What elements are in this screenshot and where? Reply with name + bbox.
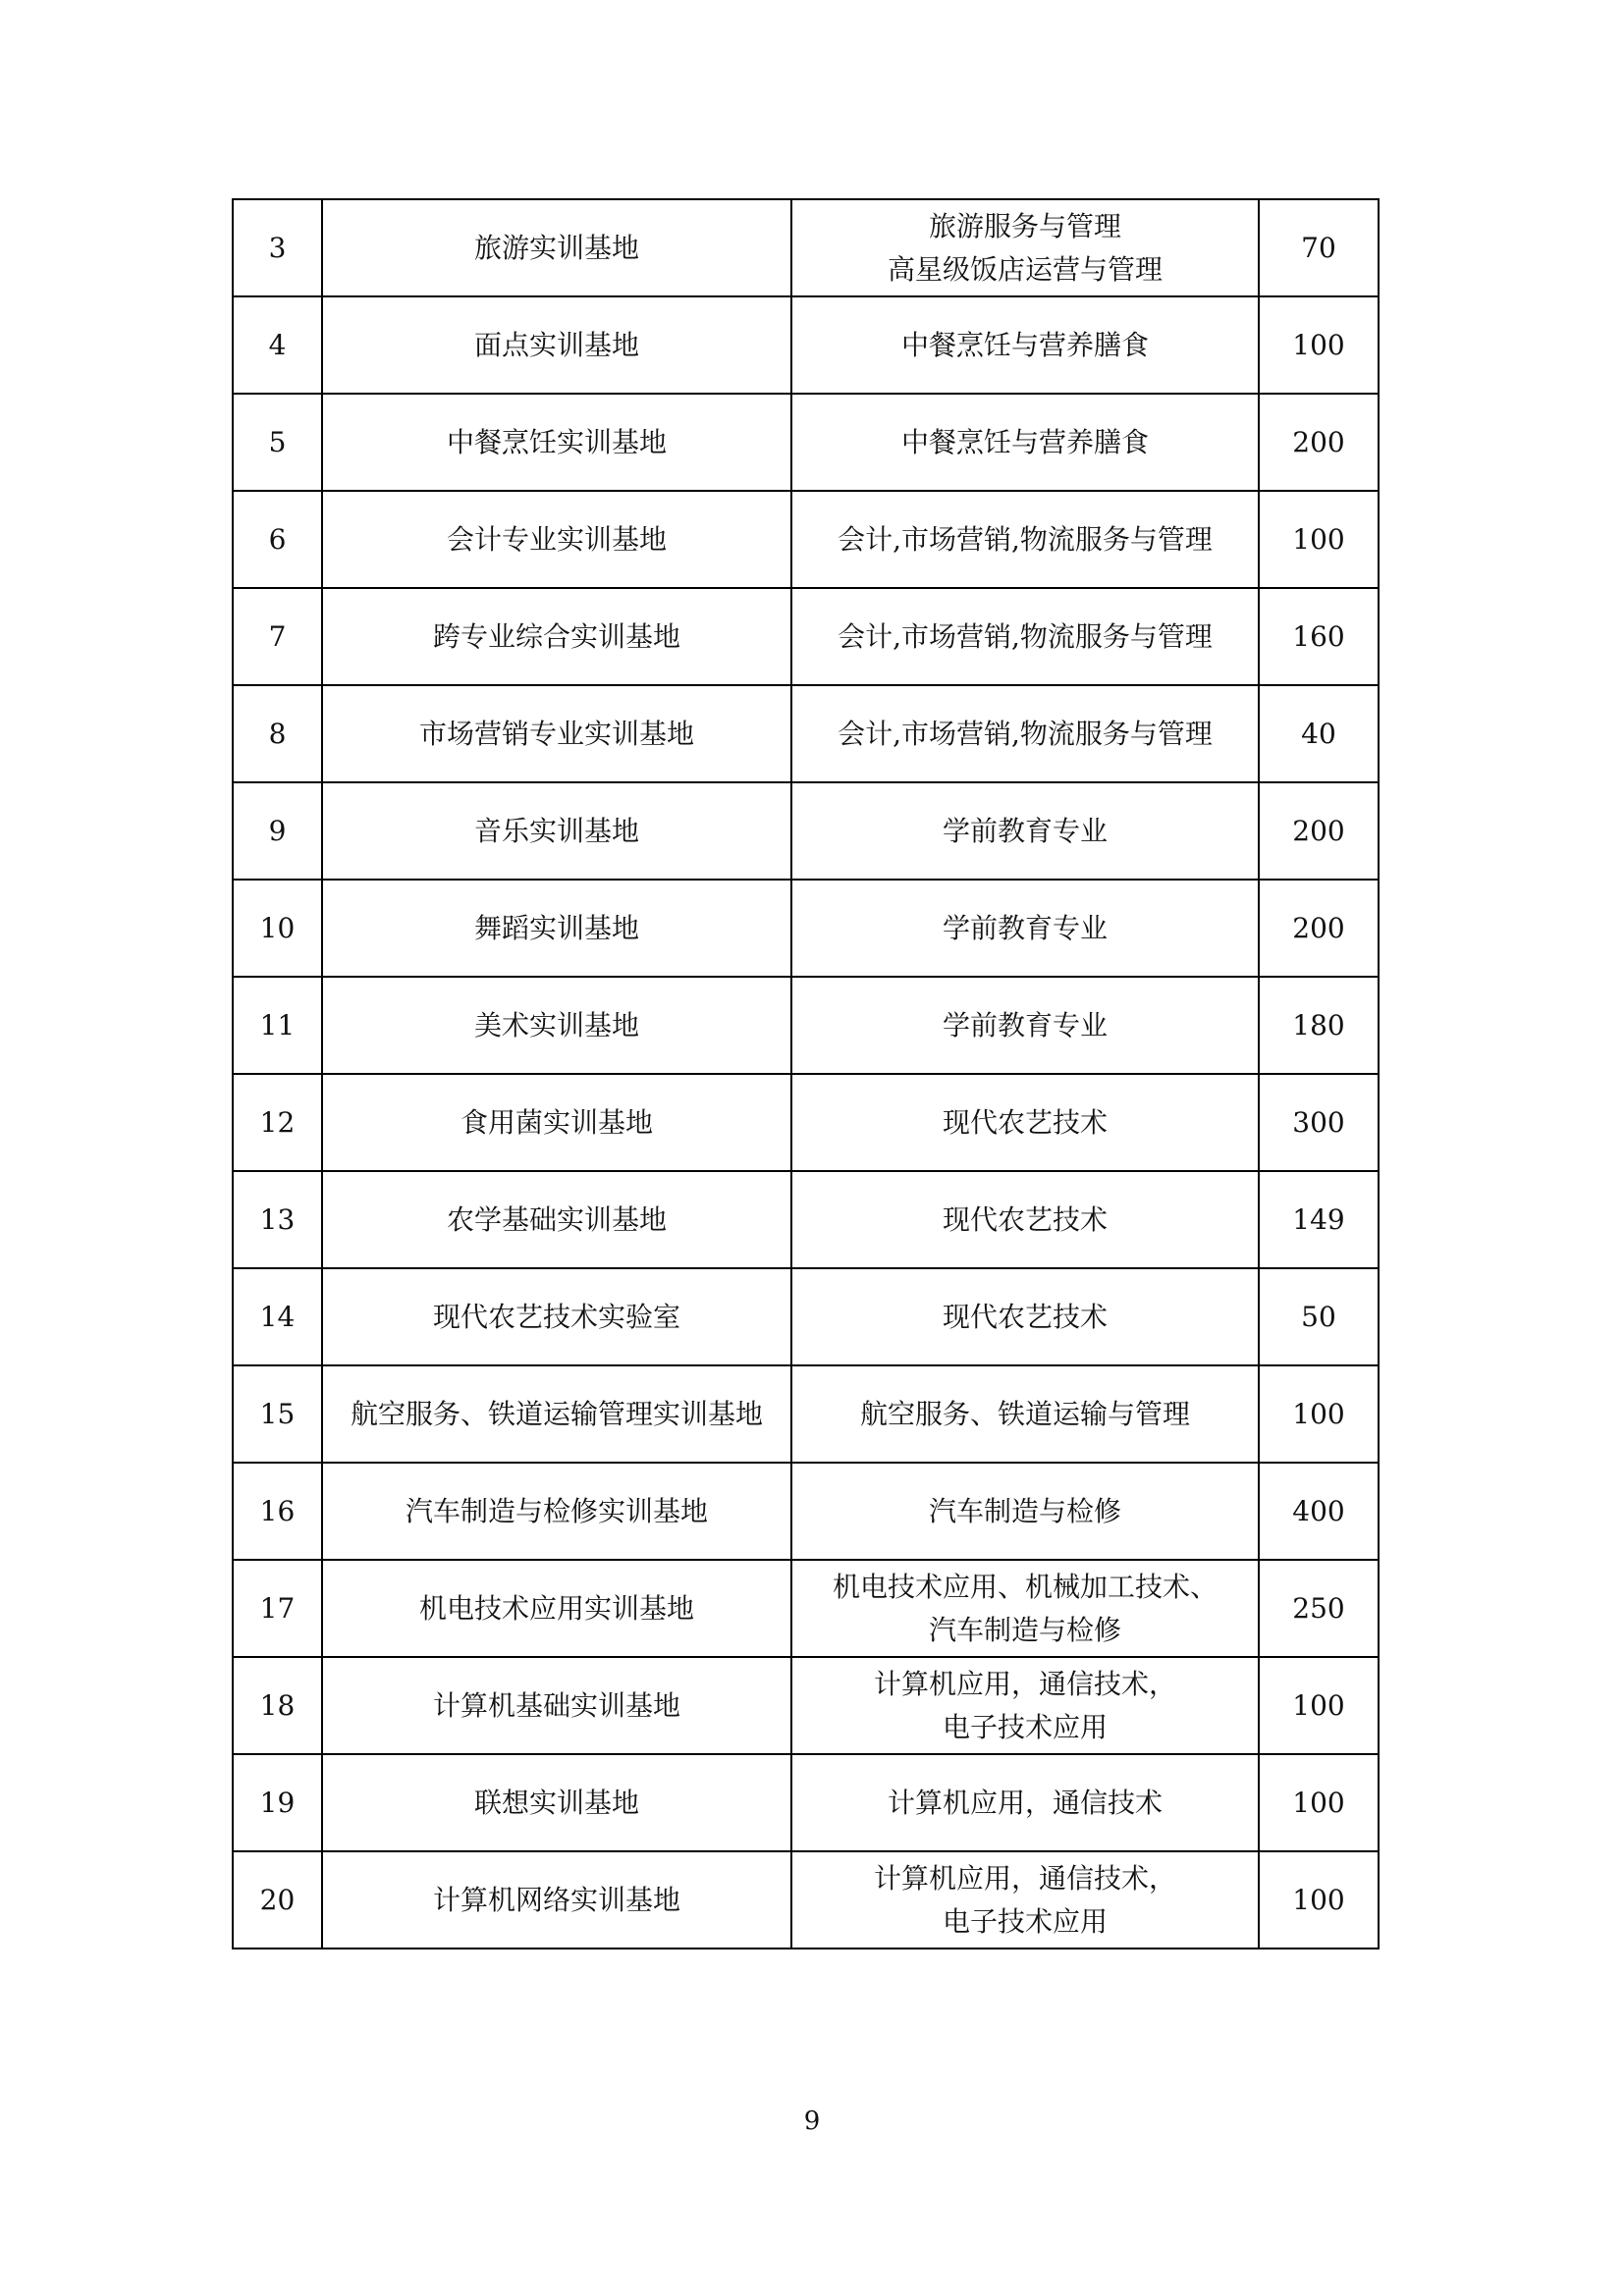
major-cell bbox=[791, 1560, 1259, 1657]
student-count-cell: 100 bbox=[1259, 296, 1379, 394]
major-line: 学前教育专业 bbox=[942, 911, 1108, 944]
student-count-cell: 70 bbox=[1259, 199, 1379, 296]
major-line: 计算机应用，通信技术 bbox=[887, 1786, 1163, 1819]
table-row bbox=[233, 199, 1379, 296]
major-cell bbox=[791, 1657, 1259, 1754]
major-line: 汽车制造与检修 bbox=[928, 1613, 1121, 1646]
major-cell bbox=[791, 685, 1259, 782]
major-line: 学前教育专业 bbox=[942, 814, 1108, 847]
table-row bbox=[233, 685, 1379, 782]
major-cell bbox=[791, 1754, 1259, 1851]
row-number-cell: 15 bbox=[233, 1365, 322, 1463]
student-count-cell: 160 bbox=[1259, 588, 1379, 685]
row-number-cell: 20 bbox=[233, 1851, 322, 1949]
major-line: 计算机应用，通信技术， bbox=[873, 1667, 1176, 1700]
major-line: 学前教育专业 bbox=[942, 1008, 1108, 1041]
row-number-cell: 5 bbox=[233, 394, 322, 491]
major-line: 现代农艺技术 bbox=[942, 1202, 1108, 1236]
major-line: 旅游服务与管理 bbox=[928, 209, 1121, 242]
base-name-cell: 跨专业综合实训基地 bbox=[322, 588, 791, 685]
base-name-cell: 计算机网络实训基地 bbox=[322, 1851, 791, 1949]
student-count-cell: 200 bbox=[1259, 394, 1379, 491]
table-row bbox=[233, 1851, 1379, 1949]
row-number-cell: 7 bbox=[233, 588, 322, 685]
major-cell bbox=[791, 1851, 1259, 1949]
table-row bbox=[233, 977, 1379, 1074]
major-line: 电子技术应用 bbox=[942, 1904, 1108, 1938]
table-row bbox=[233, 1463, 1379, 1560]
table-row bbox=[233, 1074, 1379, 1171]
major-cell bbox=[791, 1171, 1259, 1268]
major-cell bbox=[791, 1463, 1259, 1560]
student-count-cell: 100 bbox=[1259, 1851, 1379, 1949]
table-row bbox=[233, 491, 1379, 588]
row-number-cell: 13 bbox=[233, 1171, 322, 1268]
base-name-cell: 食用菌实训基地 bbox=[322, 1074, 791, 1171]
major-cell bbox=[791, 1365, 1259, 1463]
row-number-cell: 16 bbox=[233, 1463, 322, 1560]
table-row bbox=[233, 394, 1379, 491]
row-number-cell: 8 bbox=[233, 685, 322, 782]
base-name-cell: 音乐实训基地 bbox=[322, 782, 791, 880]
major-cell bbox=[791, 782, 1259, 880]
row-number-cell: 10 bbox=[233, 880, 322, 977]
major-line: 电子技术应用 bbox=[942, 1710, 1108, 1743]
major-cell bbox=[791, 977, 1259, 1074]
major-cell bbox=[791, 296, 1259, 394]
student-count-cell: 400 bbox=[1259, 1463, 1379, 1560]
base-name-cell: 汽车制造与检修实训基地 bbox=[322, 1463, 791, 1560]
base-name-cell: 计算机基础实训基地 bbox=[322, 1657, 791, 1754]
base-name-cell: 市场营销专业实训基地 bbox=[322, 685, 791, 782]
base-name-cell: 旅游实训基地 bbox=[322, 199, 791, 296]
major-line: 高星级饭店运营与管理 bbox=[887, 252, 1163, 286]
row-number-cell: 11 bbox=[233, 977, 322, 1074]
table-row bbox=[233, 1560, 1379, 1657]
base-name-cell: 航空服务、铁道运输管理实训基地 bbox=[322, 1365, 791, 1463]
base-name-cell: 面点实训基地 bbox=[322, 296, 791, 394]
row-number-cell: 17 bbox=[233, 1560, 322, 1657]
student-count-cell: 40 bbox=[1259, 685, 1379, 782]
row-number-cell: 14 bbox=[233, 1268, 322, 1365]
major-cell bbox=[791, 1074, 1259, 1171]
row-number-cell: 18 bbox=[233, 1657, 322, 1754]
row-number-cell: 19 bbox=[233, 1754, 322, 1851]
row-number-cell: 9 bbox=[233, 782, 322, 880]
major-cell bbox=[791, 880, 1259, 977]
major-line: 会计,市场营销,物流服务与管理 bbox=[838, 619, 1213, 653]
major-line: 会计,市场营销,物流服务与管理 bbox=[838, 522, 1213, 556]
training-base-table bbox=[232, 198, 1380, 1949]
table-row bbox=[233, 296, 1379, 394]
table-row bbox=[233, 880, 1379, 977]
table-row bbox=[233, 1365, 1379, 1463]
major-cell bbox=[791, 588, 1259, 685]
table-row bbox=[233, 782, 1379, 880]
major-line: 计算机应用，通信技术， bbox=[873, 1861, 1176, 1895]
student-count-cell: 149 bbox=[1259, 1171, 1379, 1268]
major-line: 中餐烹饪与营养膳食 bbox=[900, 425, 1149, 458]
student-count-cell: 100 bbox=[1259, 1657, 1379, 1754]
base-name-cell: 农学基础实训基地 bbox=[322, 1171, 791, 1268]
major-cell bbox=[791, 394, 1259, 491]
base-name-cell: 会计专业实训基地 bbox=[322, 491, 791, 588]
student-count-cell: 100 bbox=[1259, 1754, 1379, 1851]
major-line: 机电技术应用、机械加工技术、 bbox=[832, 1570, 1218, 1603]
page-number: 9 bbox=[803, 2107, 821, 2136]
student-count-cell: 200 bbox=[1259, 782, 1379, 880]
student-count-cell: 50 bbox=[1259, 1268, 1379, 1365]
table-row bbox=[233, 1754, 1379, 1851]
table-body bbox=[233, 199, 1379, 1949]
table-row bbox=[233, 1657, 1379, 1754]
student-count-cell: 100 bbox=[1259, 491, 1379, 588]
student-count-cell: 180 bbox=[1259, 977, 1379, 1074]
major-line: 现代农艺技术 bbox=[942, 1105, 1108, 1139]
major-line: 中餐烹饪与营养膳食 bbox=[900, 328, 1149, 361]
table-row bbox=[233, 588, 1379, 685]
base-name-cell: 舞蹈实训基地 bbox=[322, 880, 791, 977]
student-count-cell: 100 bbox=[1259, 1365, 1379, 1463]
base-name-cell: 美术实训基地 bbox=[322, 977, 791, 1074]
table-row bbox=[233, 1268, 1379, 1365]
major-line: 汽车制造与检修 bbox=[928, 1494, 1121, 1527]
row-number-cell: 12 bbox=[233, 1074, 322, 1171]
student-count-cell: 250 bbox=[1259, 1560, 1379, 1657]
row-number-cell: 6 bbox=[233, 491, 322, 588]
major-cell bbox=[791, 1268, 1259, 1365]
major-cell bbox=[791, 491, 1259, 588]
major-line: 会计,市场营销,物流服务与管理 bbox=[838, 717, 1213, 750]
table-row bbox=[233, 1171, 1379, 1268]
major-line: 现代农艺技术 bbox=[942, 1300, 1108, 1333]
row-number-cell: 3 bbox=[233, 199, 322, 296]
base-name-cell: 现代农艺技术实验室 bbox=[322, 1268, 791, 1365]
base-name-cell: 中餐烹饪实训基地 bbox=[322, 394, 791, 491]
base-name-cell: 机电技术应用实训基地 bbox=[322, 1560, 791, 1657]
base-name-cell: 联想实训基地 bbox=[322, 1754, 791, 1851]
student-count-cell: 300 bbox=[1259, 1074, 1379, 1171]
major-cell bbox=[791, 199, 1259, 296]
major-line: 航空服务、铁道运输与管理 bbox=[859, 1397, 1190, 1430]
student-count-cell: 200 bbox=[1259, 880, 1379, 977]
row-number-cell: 4 bbox=[233, 296, 322, 394]
